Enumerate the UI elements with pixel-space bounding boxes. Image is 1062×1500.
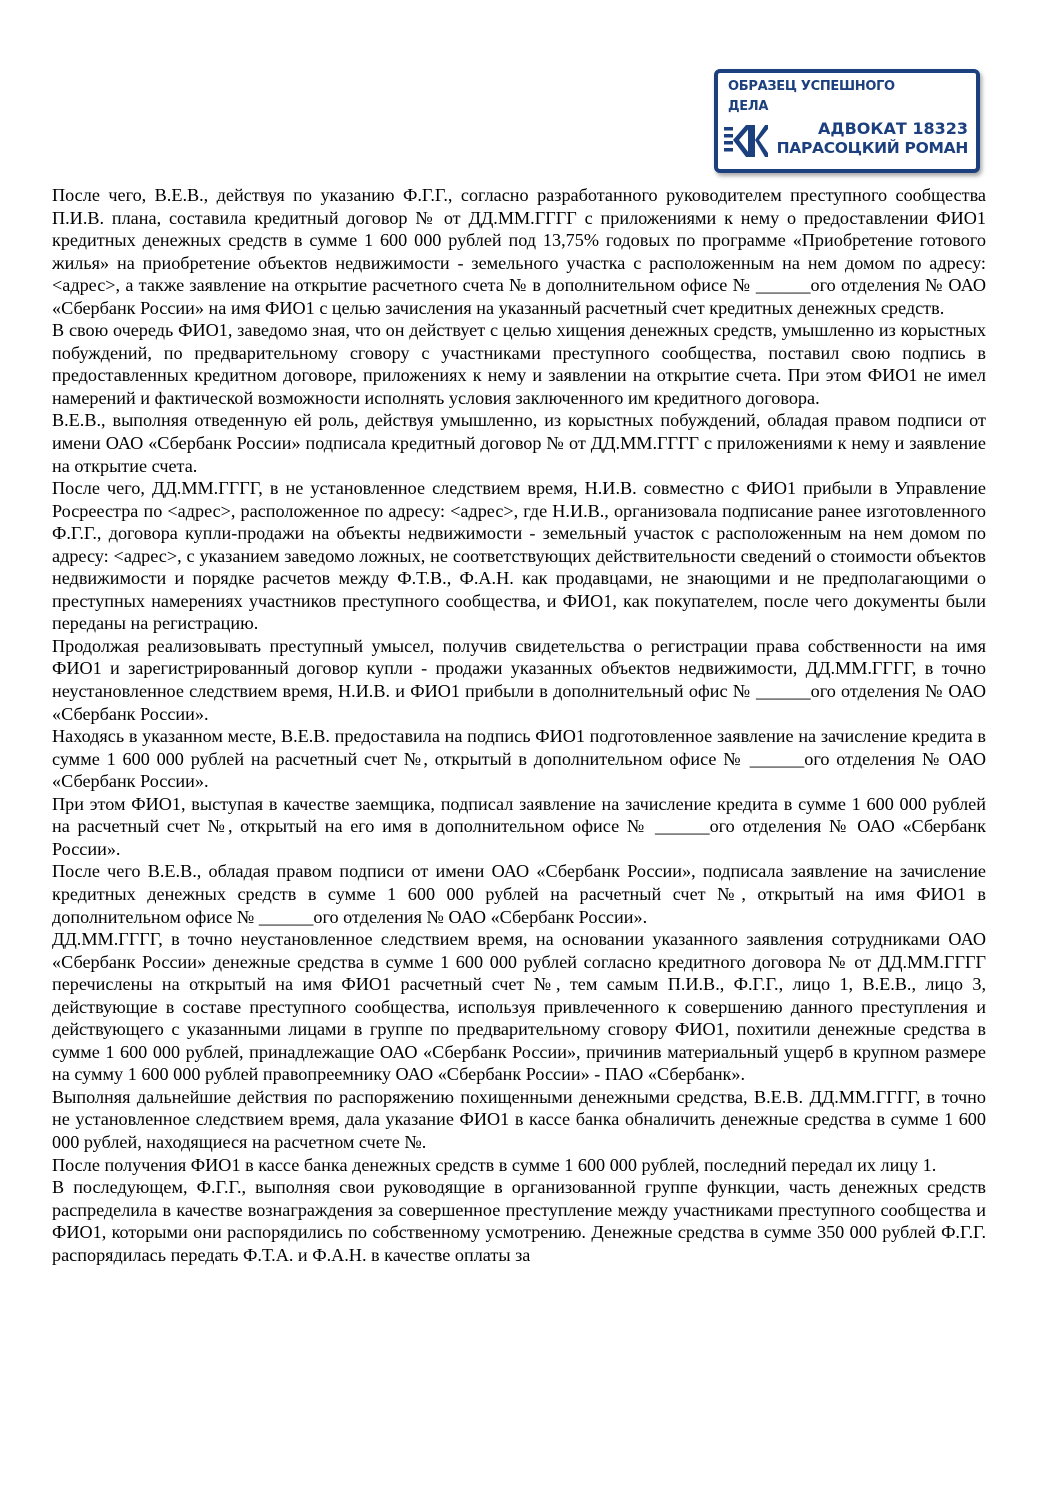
stamp-title-line1: ОБРАЗЕЦ УСПЕШНОГО [728, 79, 895, 94]
paragraph: Выполняя дальнейшие действия по распоряжению похищенными денежными средства, В.Е.В. ДД.ММ.ГГГГ, в точно не установленное следствием время, дала указание ФИО1 в кассе банка обналичить денежные средства в сумме 1 600 000 рублей, находящиеся на расчетном счете №. [52, 1086, 986, 1152]
paragraph: После чего, ДД.ММ.ГГГГ, в не установленное следствием время, Н.И.В. совместно с ФИО1 прибыли в Управление Росреестра по <адрес>, расположенное по адресу: <адрес>, где Н.И.В., организовала подписание ранее изготовленного Ф.Г.Г., договора купли-продажи на объекты недвижимости - земельный участок с расположенным на нем домом по адресу: <адрес>, с указанием заведомо ложных, не соответствующих действительности сведений о стоимости объектов недвижимости и порядке расчетов между Ф.Т.В., Ф.А.Н. как продавцами, не знающими и не предполагающими о преступных намерениях участников преступного сообщества, и ФИО1, как покупателем, после чего документы были переданы на регистрацию. [52, 478, 986, 634]
stamp-title-line2: ДЕЛА [728, 99, 769, 114]
document-body [52, 184, 986, 1266]
paragraph: После чего В.Е.В., обладая правом подписи от имени ОАО «Сбербанк России», подписала заявление на зачисление кредитных денежных средств в сумме 1 600 000 рублей на расчетный счет №, открытый на имя ФИО1 в дополнительном офисе № ______ого отделения № ОАО «Сбербанк России». [52, 861, 986, 927]
paragraph: Находясь в указанном месте, В.Е.В. предоставила на подпись ФИО1 подготовленное заявление на зачисление кредита в сумме 1 600 000 рублей на расчетный счет №, открытый в дополнительном офисе № ______ого отделения № ОАО «Сбербанк России». [52, 726, 986, 792]
stamp-lawyer-number: АДВОКАТ 18323 [817, 119, 968, 138]
paragraph: В последующем, Ф.Г.Г., выполняя свои руководящие в организованной группе функции, часть денежных средств распределила в качестве вознаграждения за совершенное преступление между участниками преступного сообщества и ФИО1, которыми они распорядились по собственному усмотрению. Денежные средства в сумме 350 000 рублей Ф.Г.Г. распорядилась передать Ф.Т.А. и Ф.А.Н. в качестве оплаты за [52, 1177, 986, 1265]
ak-monogram-icon [724, 123, 768, 159]
stamp-lawyer-name: ПАРАСОЦКИЙ РОМАН [776, 139, 968, 157]
paragraph: В свою очередь ФИО1, заведомо зная, что он действует с целью хищения денежных средств, умышленно из корыстных побуждений, по предварительному сговору с участниками преступного сообщества, поставил свою подпись в предоставленных кредитном договоре, приложениях к нему и заявлении на открытие счета. При этом ФИО1 не имел намерений и фактической возможности исполнять условия заключенного им кредитного договора. [52, 320, 986, 408]
paragraph: ДД.ММ.ГГГГ, в точно неустановленное следствием время, на основании указанного заявления сотрудниками ОАО «Сбербанк России» денежные средства в сумме 1 600 000 рублей согласно кредитного договора № от ДД.ММ.ГГГГ перечислены на открытый на имя ФИО1 расчетный счет №, тем самым П.И.В., Ф.Г.Г., лицо 1, В.Е.В., лицо 3, действующие в составе преступного сообщества, используя привлеченного к совершению данного преступления и действующего с указанными лицами в группе по предварительному сговору ФИО1, похитили денежные средства в сумме 1 600 000 рублей, принадлежащие ОАО «Сбербанк России», причинив материальный ущерб в крупном размере на сумму 1 600 000 рублей правопреемнику ОАО «Сбербанк России» - ПАО «Сбербанк». [52, 929, 986, 1085]
paragraph: При этом ФИО1, выступая в качестве заемщика, подписал заявление на зачисление кредита в сумме 1 600 000 рублей на расчетный счет №, открытый на его имя в дополнительном офисе № ______ого отделения № ОАО «Сбербанк России». [52, 793, 986, 859]
paragraph: После получения ФИО1 в кассе банка денежных средств в сумме 1 600 000 рублей, последний передал их лицу 1. [52, 1154, 937, 1175]
paragraph: После чего, В.Е.В., действуя по указанию Ф.Г.Г., согласно разработанного руководителем преступного сообщества П.И.В. плана, составила кредитный договор № от ДД.ММ.ГГГГ с приложениями к нему о предоставлении ФИО1 кредитных денежных средств в сумме 1 600 000 рублей под 13,75% годовых по программе «Приобретение готового жилья» на приобретение объектов недвижимости - земельного участка с расположенным на нем домом по адресу: <адрес>, а также заявление на открытие расчетного счета № в дополнительном офисе № ______ого отделения № ОАО «Сбербанк России» на имя ФИО1 с целью зачисления на указанный расчетный счет кредитных денежных средств. [52, 185, 986, 318]
paragraph: Продолжая реализовывать преступный умысел, получив свидетельства о регистрации права собственности на имя ФИО1 и зарегистрированный договор купли - продажи указанных объектов недвижимости, ДД.ММ.ГГГГ, в точно неустановленное следствием время, Н.И.В. и ФИО1 прибыли в дополнительный офис № ______ого отделения № ОАО «Сбербанк России». [52, 635, 986, 724]
paragraph: В.Е.В., выполняя отведенную ей роль, действуя умышленно, из корыстных побуждений, обладая правом подписи от имени ОАО «Сбербанк России» подписала кредитный договор № от ДД.ММ.ГГГГ с приложениями к нему и заявление на открытие счета. [52, 410, 986, 476]
lawyer-stamp [714, 69, 980, 173]
